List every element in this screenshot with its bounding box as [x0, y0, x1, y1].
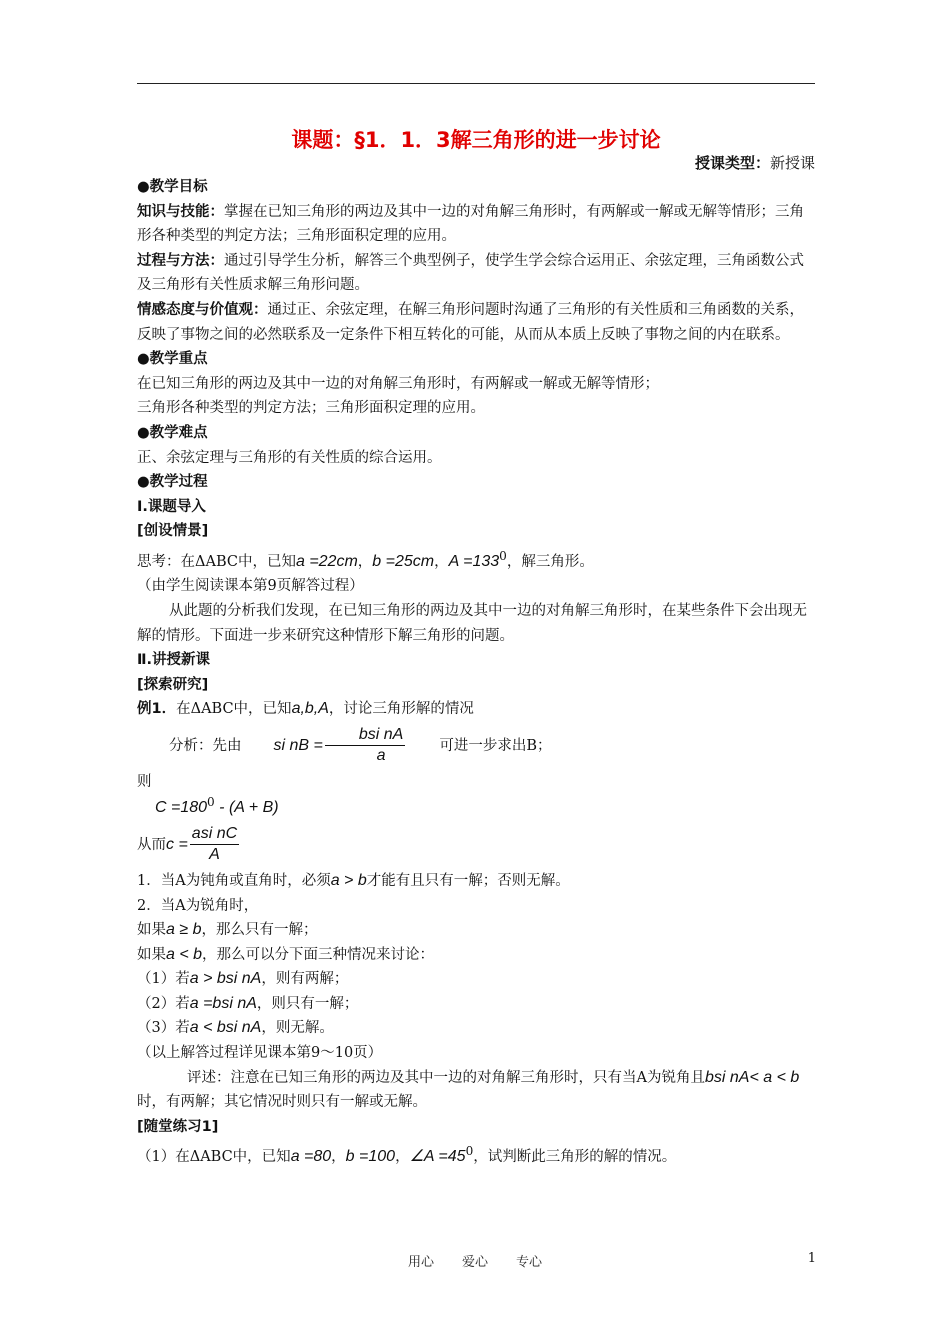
case-2b-pre: 如果	[137, 946, 166, 963]
goal-process-text: 通过引导学生分析，解答三个典型例子，使学生学会综合运用正、余弦定理，三角函数公式及三角形有关性质求解三角形问题。	[137, 252, 804, 294]
case-2b-cond: a < b	[166, 945, 203, 963]
example-1-post: ，讨论三角形解的情况	[328, 701, 474, 718]
analysis-fraction	[325, 725, 405, 766]
sub-case-3-cond: a < bsi nA	[189, 1019, 262, 1037]
goal-knowledge	[137, 200, 815, 249]
goal-process-label: 过程与方法：	[137, 252, 224, 269]
sub-case-3	[137, 1016, 815, 1041]
case-2b-post: ，那么可以分下面三种情况来讨论：	[202, 946, 435, 963]
think-a: a =22cm	[295, 552, 358, 570]
case-2b	[137, 943, 815, 968]
comment-cond: bsi nA< a < b	[704, 1068, 800, 1086]
footer-word-1: 用心	[407, 1255, 434, 1270]
course-type	[695, 152, 815, 173]
think-paragraph: 从此题的分析我们发现，在已知三角形的两边及其中一边的对角解三角形时，在某些条件下会出现无解的情形。下面进一步来研究这种情形下解三角形的问题。	[137, 602, 807, 644]
practice-1-sup: 0	[465, 1144, 474, 1159]
practice-1: （1）在ΔABC中，已知a =80，b =100，∠A $=45^0$，试判断此三角形的解的情况。	[137, 1144, 677, 1166]
footer-word-3: 专心	[516, 1255, 543, 1270]
course-type-value: 新授课	[769, 154, 815, 172]
example-1-label: 例1．	[137, 701, 177, 718]
think-b: b =25cm	[372, 552, 435, 570]
case-2a	[137, 918, 815, 943]
think-sup: 0	[499, 548, 507, 563]
practice-1-b: b =100	[345, 1148, 396, 1166]
footer-word-2: 爱心	[461, 1255, 488, 1270]
case-2a-cond: a ≥ b	[166, 921, 202, 939]
scene-heading: [创设情景]	[137, 523, 209, 540]
header-rule	[137, 83, 815, 84]
goal-knowledge-label: 知识与技能：	[137, 203, 224, 220]
goal-emotion-label: 情感态度与价值观：	[137, 301, 268, 318]
sub-case-2-post: ，则只有一解；	[256, 995, 359, 1012]
example-1-vars: a,b,A	[291, 700, 329, 718]
analysis-line	[137, 722, 815, 770]
case-2: 2．当A为锐角时，	[137, 897, 259, 914]
sub-case-3-post: ，则无解。	[261, 1020, 334, 1037]
sub-case-2-pre: （2）若	[137, 995, 190, 1012]
think-line: 思考：在ΔABC中，已知a =22cm，b =25cm，$A =133^0$，解三角形。	[137, 548, 594, 570]
sub-case-1-cond: a > bsi nA	[189, 970, 262, 988]
goal-emotion-text: 通过正、余弦定理，在解三角形问题时沟通了三角形的有关性质和三角函数的关系，反映了事物之间的必然联系及一定条件下相互转化的可能，从而从本质上反映了事物之间的内在联系。	[137, 301, 804, 343]
key-line-1: 在已知三角形的两边及其中一边的对角解三角形时，有两解或一解或无解等情形；	[137, 375, 659, 392]
case-1-cond: a > b	[330, 871, 367, 889]
case-1	[137, 869, 815, 894]
sub-case-3-pre: （3）若	[137, 1020, 190, 1037]
thus-denominator: A	[209, 846, 220, 864]
practice-1-A: ∠A =45	[409, 1148, 466, 1166]
practice-1-pre: （1）在ΔABC中，已知	[137, 1149, 291, 1166]
thus-pre: 从而	[137, 836, 166, 853]
goal-process	[137, 249, 815, 298]
sub-case-1	[137, 967, 815, 992]
comment	[137, 1066, 815, 1115]
goal-knowledge-text: 掌握在已知三角形的两边及其中一边的对角解三角形时，有两解或一解或无解等情形；三角形各种类型的判定方法；三角形面积定理的应用。	[137, 203, 804, 245]
goal-emotion	[137, 298, 815, 347]
think-post: ，解三角形。	[506, 553, 594, 570]
analysis-lhs: si nB =	[273, 736, 323, 754]
analysis-numerator: bsi nA	[325, 725, 405, 746]
practice-heading: [随堂练习1]	[137, 1118, 219, 1135]
difficulty-heading: ●教学难点	[137, 424, 208, 441]
sub-case-2-cond: a =bsi nA	[189, 994, 257, 1012]
sub-case-1-pre: （1）若	[137, 971, 190, 988]
section-1-heading: Ⅰ.课题导入	[137, 498, 206, 515]
thus-numerator: asi nC	[190, 824, 239, 845]
sub-case-note: （以上解答过程详见课本第9～10页）	[137, 1045, 383, 1062]
then-expr	[137, 790, 815, 820]
case-1-post: 才能有且只有一解；否则无解。	[366, 872, 570, 889]
explore-heading: [探索研究]	[137, 676, 209, 693]
sub-case-2	[137, 992, 815, 1017]
analysis-denominator: a	[376, 747, 386, 765]
thus-lhs: c =	[166, 835, 188, 853]
then-pre: 则	[137, 773, 152, 790]
thus-fraction	[190, 824, 239, 865]
case-1-pre: 1．当A为钝角或直角时，必须	[137, 872, 331, 889]
analysis-pre: 分析：先由	[169, 737, 242, 754]
section-2-heading: Ⅱ.讲授新课	[137, 652, 211, 669]
process-heading: ●教学过程	[137, 474, 208, 491]
then-sup: 0	[207, 795, 215, 810]
comment-post: 时，有两解；其它情况时则只有一解或无解。	[137, 1094, 427, 1111]
thus-line	[137, 821, 815, 869]
practice-1-post: ，试判断此三角形的解的情况。	[473, 1149, 677, 1166]
goals-heading: ●教学目标	[137, 179, 208, 195]
example-1	[137, 697, 815, 722]
then-expr-main: C =180	[155, 799, 208, 817]
case-2a-post: ，那么只有一解；	[201, 922, 318, 939]
then-expr-rest: - (A + B)	[214, 799, 279, 817]
page-title: 课题：§1．1．3解三角形的进一步讨论	[291, 128, 661, 152]
course-type-label: 授课类型：	[694, 154, 770, 172]
page-number: 1	[807, 1251, 816, 1266]
analysis-post: 可进一步求出B；	[439, 737, 552, 754]
practice-1-a: a =80	[290, 1148, 332, 1166]
think-A: A =133	[448, 552, 500, 570]
key-heading: ●教学重点	[137, 351, 208, 368]
key-line-2: 三角形各种类型的判定方法；三角形面积定理的应用。	[137, 400, 485, 417]
document-body	[137, 175, 815, 1170]
case-2a-pre: 如果	[137, 922, 166, 939]
example-1-pre: 在ΔABC中，已知	[176, 701, 292, 718]
think-pre: 思考：在ΔABC中，已知	[137, 553, 296, 570]
think-note: （由学生阅读课本第9页解答过程）	[137, 578, 364, 595]
sub-case-1-post: ，则有两解；	[261, 971, 349, 988]
comment-pre: 评述：注意在已知三角形的两边及其中一边的对角解三角形时，只有当A为锐角且	[187, 1069, 705, 1086]
difficulty-line: 正、余弦定理与三角形的有关性质的综合运用。	[137, 449, 442, 466]
